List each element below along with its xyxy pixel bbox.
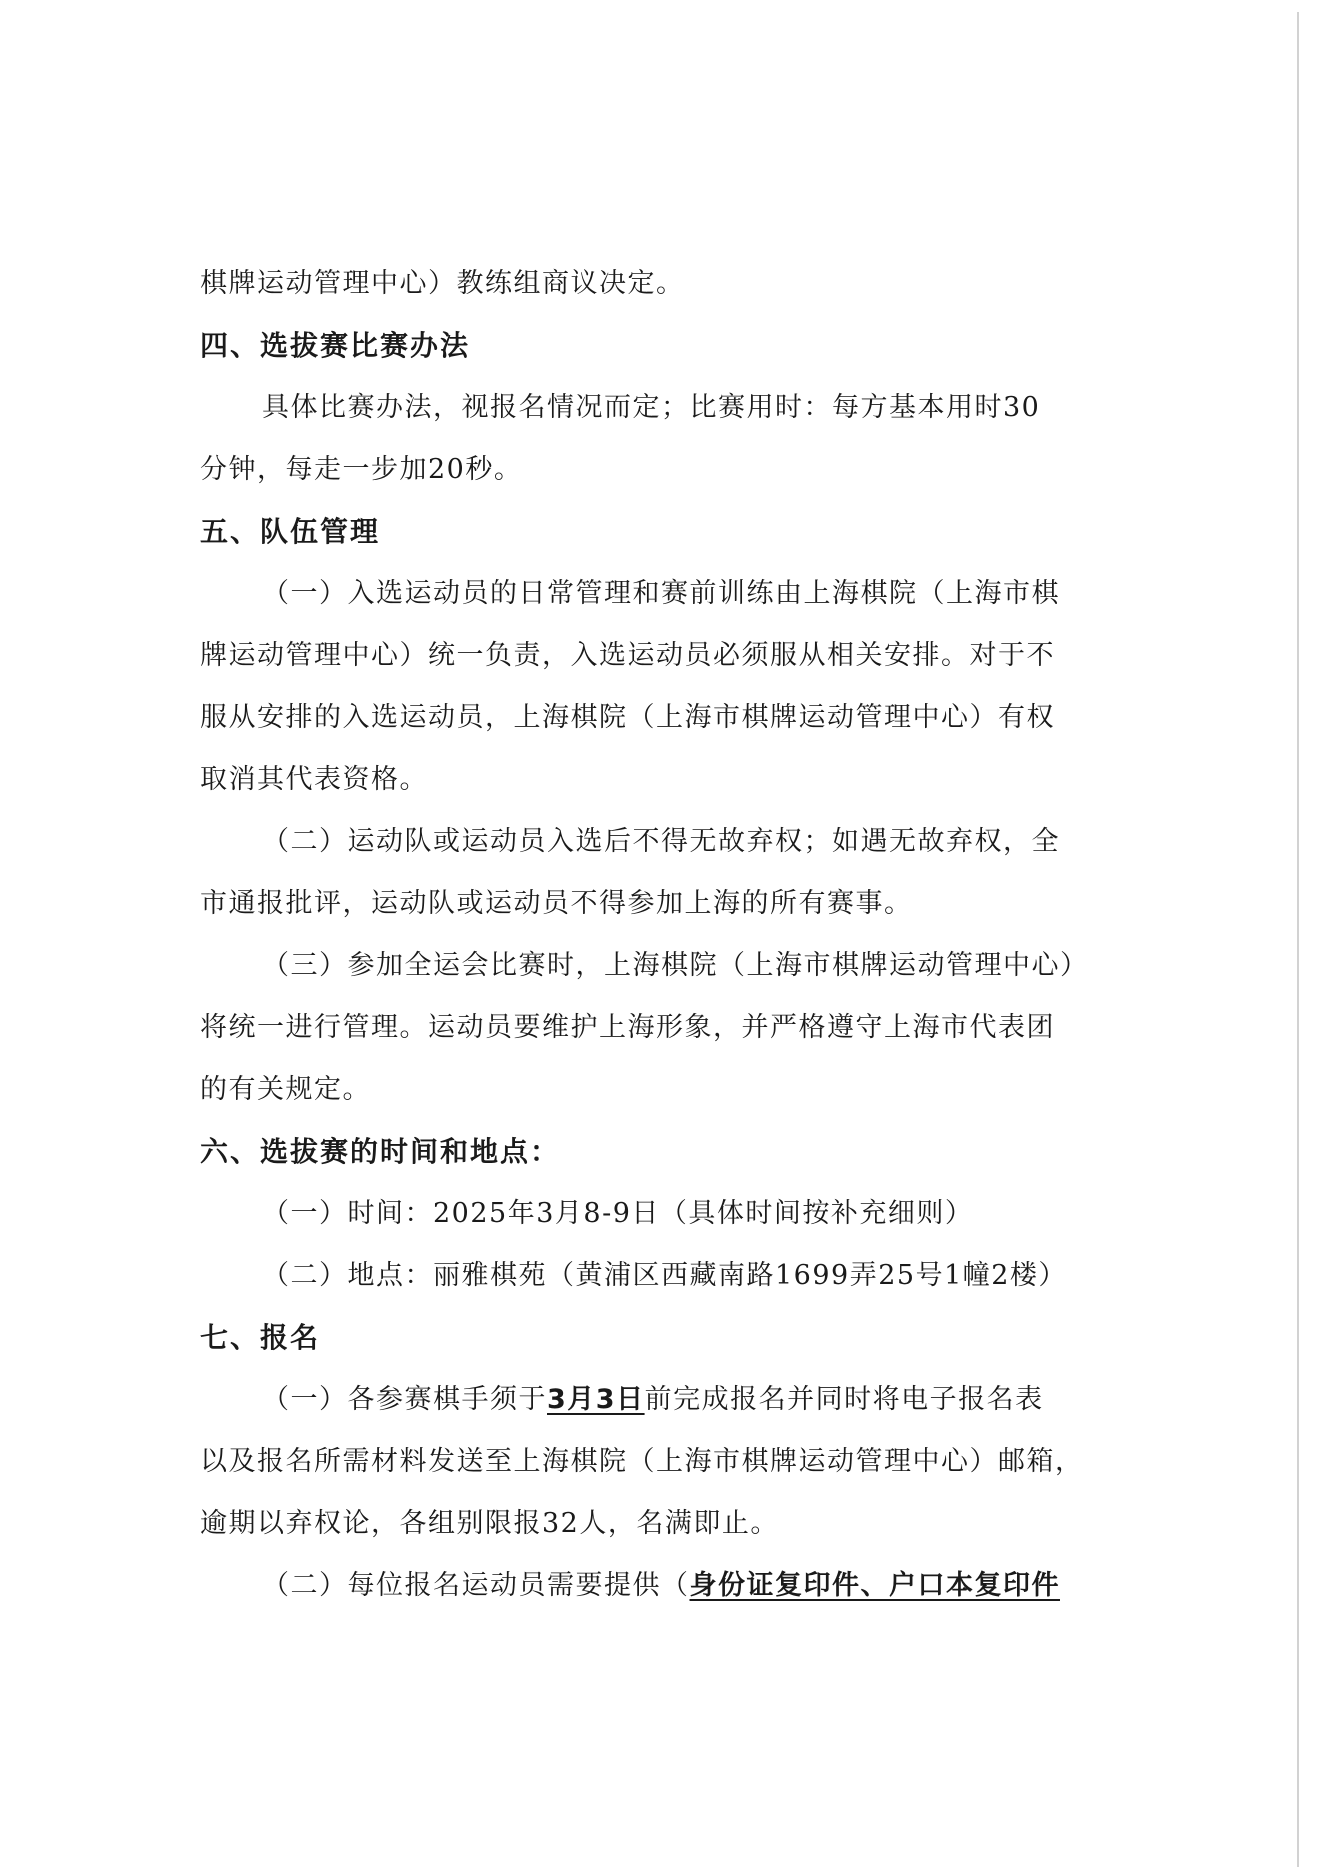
section-7-heading: 七、报名 — [200, 1321, 321, 1354]
section-5-item-1-line-3: 服从安排的入选运动员，上海棋院（上海市棋牌运动管理中心）有权 — [200, 702, 1055, 733]
section-6-time: （一）时间：2025年3月8-9日（具体时间按补充细则） — [262, 1198, 974, 1229]
section-5-item-2-line-1: （二）运动队或运动员入选后不得无故弃权；如遇无故弃权，全 — [262, 826, 1060, 857]
section-5-item-1-line-1: （一）入选运动员的日常管理和赛前训练由上海棋院（上海市棋 — [262, 578, 1060, 609]
section-7-item-1-line-2: 以及报名所需材料发送至上海棋院（上海市棋牌运动管理中心）邮箱， — [200, 1446, 1084, 1477]
section-4-paragraph-line-1: 具体比赛办法，视报名情况而定；比赛用时：每方基本用时30 — [262, 392, 1041, 423]
section-5-item-3-line-2: 将统一进行管理。运动员要维护上海形象，并严格遵守上海市代表团 — [200, 1012, 1055, 1043]
section-7-item-2-line-1 — [262, 1566, 1060, 1606]
section-6-place: （二）地点：丽雅棋苑（黄浦区西藏南路1699弄25号1幢2楼） — [262, 1260, 1067, 1291]
required-documents-emphasis: 身份证复印件、户口本复印件 — [689, 1570, 1060, 1601]
section-7-item-1-suffix: 前完成报名并同时将电子报名表 — [644, 1384, 1044, 1415]
section-5-item-3-line-3: 的有关规定。 — [200, 1074, 371, 1105]
page-edge-divider — [1297, 12, 1299, 1867]
continuation-text: 棋牌运动管理中心）教练组商议决定。 — [200, 268, 685, 299]
section-5-heading: 五、队伍管理 — [200, 515, 381, 548]
registration-deadline: 3月3日 — [547, 1384, 645, 1415]
section-7-item-1-line-3: 逾期以弃权论，各组别限报32人，名满即止。 — [200, 1508, 779, 1539]
section-5-item-1-line-4: 取消其代表资格。 — [200, 764, 428, 795]
section-4-heading: 四、选拔赛比赛办法 — [200, 329, 471, 362]
section-4-paragraph-line-2: 分钟，每走一步加20秒。 — [200, 454, 523, 485]
section-6-heading: 六、选拔赛的时间和地点： — [200, 1135, 561, 1168]
section-5-item-3-line-1: （三）参加全运会比赛时，上海棋院（上海市棋牌运动管理中心） — [262, 950, 1089, 981]
section-5-item-1-line-2: 牌运动管理中心）统一负责，入选运动员必须服从相关安排。对于不 — [200, 640, 1055, 671]
section-7-item-2-prefix: （二）每位报名运动员需要提供（ — [262, 1570, 690, 1601]
section-5-item-2-line-2: 市通报批评，运动队或运动员不得参加上海的所有赛事。 — [200, 888, 913, 919]
section-7-item-1-prefix: （一）各参赛棋手须于 — [262, 1384, 547, 1415]
section-7-item-1-line-1 — [262, 1380, 1044, 1420]
